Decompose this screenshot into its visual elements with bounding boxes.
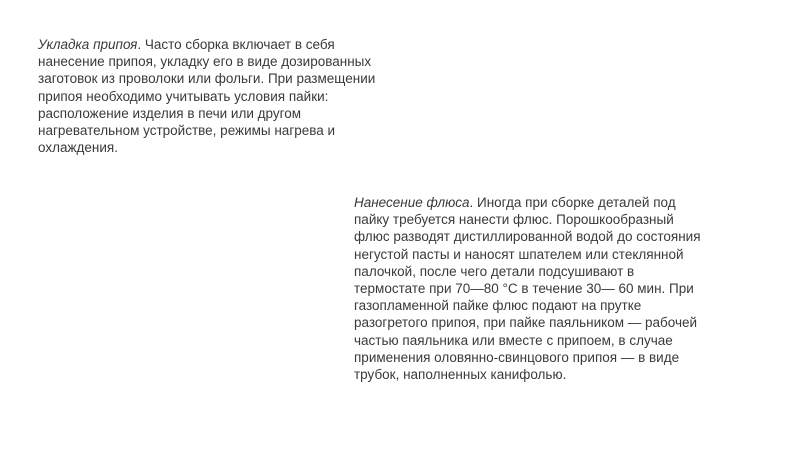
paragraph-line: заготовок из проволоки или фольги. При размещении [38, 71, 376, 87]
paragraph-line: охлаждения. [38, 140, 118, 156]
paragraph-line: флюс разводят дистиллированной водой до состояния [354, 229, 701, 245]
paragraph-line [38, 36, 428, 53]
paragraph-line: частью паяльника или вместе с припоем, в случае [354, 332, 673, 348]
paragraph-line [354, 194, 746, 211]
paragraph-line: припоя необходимо учитывать условия пайки: [38, 88, 329, 104]
paragraph-line: палочкой, после чего детали подсушивают в [354, 263, 635, 279]
paragraph-line: применения оловянно-свинцового припоя — в виде [354, 349, 680, 365]
paragraph-text: . Иногда при сборке деталей под [469, 195, 676, 210]
paragraph-line: термостате при 70—80 °С в течение 30— 60 мин. При [354, 281, 694, 297]
paragraph-text: . Часто сборка включает в себя [137, 37, 335, 52]
paragraph-line: пайку требуется нанести флюс. Порошкообразный [354, 212, 674, 228]
paragraph-line: газопламенной пайке флюс подают на прутке [354, 298, 642, 314]
paragraph-line: нанесение припоя, укладку его в виде дозированных [38, 54, 372, 70]
paragraph-flux-application [354, 194, 746, 383]
paragraph-line: расположение изделия в печи или другом [38, 105, 302, 121]
paragraph-line: разогретого припоя, при пайке паяльником — рабочей [354, 315, 698, 331]
paragraph-line: нагревательном устройстве, режимы нагрева и [38, 123, 336, 139]
paragraph-solder-placement [38, 36, 428, 156]
paragraph-line: трубок, наполненных канифолью. [354, 367, 567, 383]
paragraph-line: негустой пасты и наносят шпателем или стеклянной [354, 246, 684, 262]
term-solder-placement: Укладка припоя [38, 37, 138, 52]
term-flux-application: Нанесение флюса [354, 195, 470, 210]
